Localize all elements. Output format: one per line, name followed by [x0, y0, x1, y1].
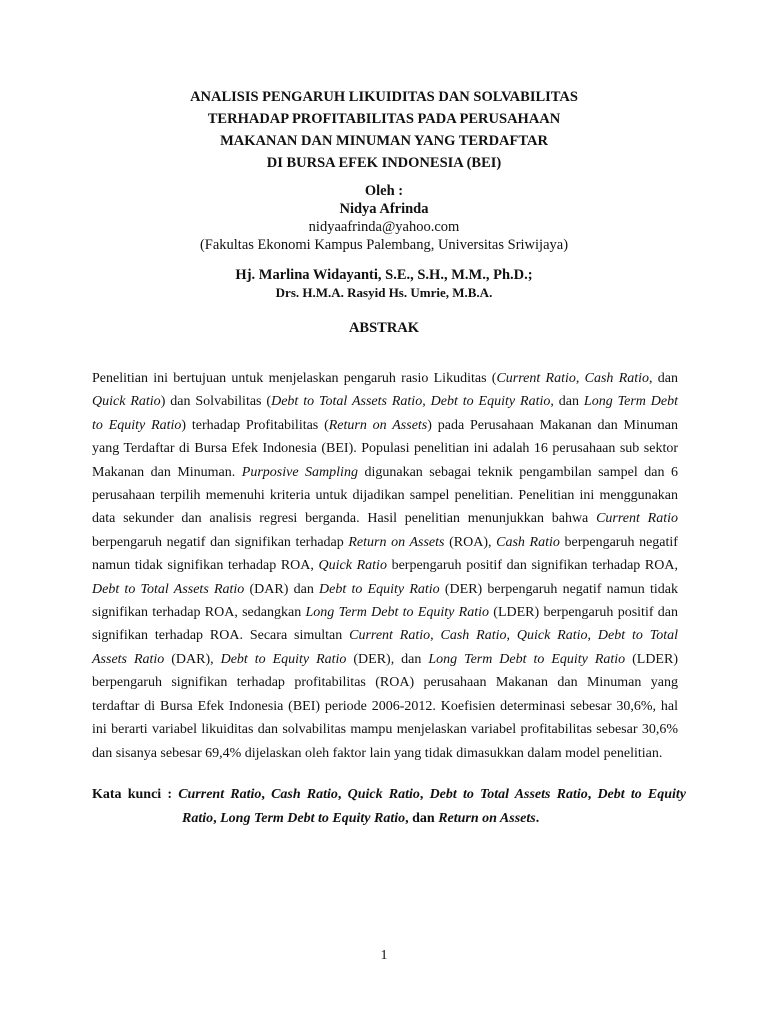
- keyword-segment: ,: [587, 787, 598, 802]
- abstract-text-segment: Quick Ratio: [318, 558, 387, 574]
- abstract-line: [92, 390, 678, 413]
- keywords-label: Kata kunci :: [92, 787, 179, 802]
- author-block: [0, 182, 768, 302]
- abstract-text-segment: berpengaruh negatif: [559, 534, 678, 550]
- abstract-text-segment: data sekunder dan analisis regresi berganda. Hasil penelitian menunjukkan bahwa: [92, 511, 597, 527]
- abstract-text-segment: , dan: [550, 394, 584, 410]
- keyword-segment: Current Ratio: [178, 787, 262, 802]
- keyword-segment: Debt to Equity: [597, 787, 686, 802]
- paper-title: [0, 86, 768, 174]
- abstract-text-segment: Return on Assets: [328, 417, 428, 433]
- abstract-text-segment: ,: [575, 371, 585, 386]
- abstract-text-segment: Debt to Equity Ratio: [319, 581, 440, 597]
- abstract-text-segment: to Equity Ratio: [92, 417, 182, 433]
- abstract-line: [92, 461, 678, 484]
- abstract-text-segment: (DER) berpengaruh negatif namun tidak: [439, 581, 678, 597]
- abstract-text-segment: Long Term Debt: [583, 394, 679, 410]
- abstract-line: [92, 624, 678, 647]
- abstract-line: [92, 648, 678, 671]
- abstract-text-segment: (DER), dan: [346, 651, 429, 667]
- abstract-line: [92, 554, 678, 577]
- keyword-segment: , dan: [405, 811, 439, 826]
- author-name: Nidya Afrinda: [339, 201, 429, 217]
- abstract-text-segment: (DAR) dan: [244, 581, 320, 597]
- abstract-body: [92, 367, 678, 765]
- abstract-line: [92, 601, 678, 624]
- keywords-block: [92, 783, 686, 831]
- abstract-text-segment: Current Ratio: [596, 511, 678, 527]
- abstract-text-segment: Purposive Sampling: [241, 464, 358, 480]
- abstract-text-segment: Long Term Debt to Equity Ratio: [305, 605, 489, 621]
- abstract-text-segment: signifikan terhadap ROA. Secara simultan: [92, 628, 350, 644]
- abstract-text-segment: berpengaruh negatif dan signifikan terhadap: [92, 534, 349, 550]
- abstract-text-segment: ,: [422, 394, 431, 410]
- abstract-line: [92, 437, 678, 460]
- abstract-text-segment: Assets Ratio: [92, 651, 165, 667]
- abstract-text-segment: Makanan dan Minuman.: [92, 464, 242, 480]
- abstract-text-segment: signifikan terhadap ROA, sedangkan: [92, 605, 306, 621]
- title-line-1: ANALISIS PENGARUH LIKUIDITAS DAN SOLVABILITAS: [190, 89, 578, 105]
- abstract-text-segment: Cash Ratio: [584, 371, 650, 386]
- abstract-line: [92, 367, 678, 390]
- abstract-text-segment: dan sisanya sebesar 69,4% dijelaskan oleh faktor lain yang tidak dimasukkan dalam model penelitian.: [92, 745, 663, 761]
- abstract-text-segment: Debt to Total Assets Ratio: [92, 581, 245, 597]
- abstract-text-segment: Debt to Equity Ratio: [220, 651, 347, 667]
- keyword-segment: .: [535, 811, 540, 826]
- title-line-4: DI BURSA EFEK INDONESIA (BEI): [266, 155, 502, 171]
- oleh-label: Oleh :: [364, 183, 404, 199]
- keyword-segment: Ratio: [182, 811, 214, 826]
- abstract-text-segment: namun tidak signifikan terhadap ROA,: [92, 558, 319, 574]
- abstract-line: [92, 578, 678, 601]
- abstract-line: [92, 718, 678, 741]
- keyword-segment: ,: [337, 787, 348, 802]
- abstract-text-segment: ) terhadap Profitabilitas (: [181, 417, 329, 433]
- keyword-segment: ,: [213, 811, 221, 826]
- abstract-text-segment: (LDER) berpengaruh positif dan: [489, 605, 678, 621]
- abstract-text-segment: , dan: [649, 371, 679, 386]
- abstract-text-segment: Long Term Debt to Equity Ratio: [428, 651, 626, 667]
- author-affiliation: (Fakultas Ekonomi Kampus Palembang, Universitas Sriwijaya): [199, 237, 569, 253]
- abstract-line: [92, 414, 678, 437]
- abstract-text-segment: (DAR),: [164, 651, 221, 667]
- keyword-segment: ,: [261, 787, 272, 802]
- supervisor-1: Hj. Marlina Widayanti, S.E., S.H., M.M., Ph.D.;: [235, 267, 533, 283]
- abstract-line: [92, 695, 678, 718]
- abstract-text-segment: Cash Ratio: [440, 628, 507, 644]
- author-email: nidyaafrinda@yahoo.com: [308, 219, 460, 235]
- abstract-text-segment: Debt to Total: [597, 628, 679, 644]
- abstract-text-segment: ,: [587, 628, 598, 644]
- abstract-text-segment: ) dan Solvabilitas (: [160, 394, 272, 410]
- title-line-2: TERHADAP PROFITABILITAS PADA PERUSAHAAN: [207, 111, 561, 127]
- abstract-text-segment: perusahaan terpilih memenuhi kriteria untuk dijadikan sampel penelitian. Penelitian ini menggunakan: [92, 488, 678, 504]
- abstract-text-segment: (ROA),: [444, 534, 497, 550]
- keyword-segment: Return on Assets: [438, 811, 536, 826]
- abstract-text-segment: Current Ratio: [496, 371, 576, 386]
- supervisor-2: Drs. H.M.A. Rasyid Hs. Umrie, M.B.A.: [275, 285, 493, 300]
- abstract-line: [92, 531, 678, 554]
- abstract-text-segment: Current Ratio: [349, 628, 431, 644]
- abstract-text-segment: (LDER): [625, 651, 678, 667]
- abstract-line: [92, 484, 678, 507]
- keyword-segment: Debt to Total Assets Ratio: [429, 787, 588, 802]
- keyword-segment: Quick Ratio: [347, 787, 420, 802]
- abstract-text-segment: Quick Ratio: [516, 628, 588, 644]
- abstract-text-segment: Cash Ratio: [496, 534, 560, 550]
- abstract-line: [92, 742, 678, 765]
- keywords-row-2: [92, 807, 686, 831]
- abstract-text-segment: Debt to Equity Ratio: [430, 394, 551, 410]
- keyword-segment: Cash Ratio: [271, 787, 338, 802]
- keyword-segment: Long Term Debt to Equity Ratio: [220, 811, 406, 826]
- keyword-segment: ,: [419, 787, 430, 802]
- abstract-text-segment: Debt to Total Assets Ratio: [271, 394, 423, 410]
- abstract-text-segment: berpengaruh signifikan terhadap profitabilitas (ROA) perusahaan Makanan dan Minuman yang: [92, 675, 678, 691]
- abstract-text-segment: terdaftar di Bursa Efek Indonesia (BEI) periode 2006-2012. Koefisien determinasi sebesar 30,6%, hal: [92, 698, 678, 714]
- title-line-3: MAKANAN DAN MINUMAN YANG TERDAFTAR: [220, 133, 548, 149]
- abstract-text-segment: ,: [430, 628, 441, 644]
- abstract-text-segment: yang Terdaftar di Bursa Efek Indonesia (BEI). Populasi penelitian ini adalah 16 perusahaan sub sektor: [92, 441, 678, 457]
- abstract-heading: ABSTRAK: [348, 320, 420, 336]
- abstract-text-segment: ) pada Perusahaan Makanan dan Minuman: [427, 417, 678, 433]
- keywords-row-1: [92, 783, 686, 807]
- abstract-text-segment: berpengaruh positif dan signifikan terhadap ROA,: [386, 558, 678, 574]
- abstract-text-segment: Return on Assets: [348, 534, 445, 550]
- abstract-text-segment: ,: [506, 628, 517, 644]
- abstract-text-segment: Quick Ratio: [92, 394, 161, 410]
- abstract-line: [92, 507, 678, 530]
- abstract-text-segment: ini berarti variabel likuiditas dan solvabilitas mampu menjelaskan variabel profitabilitas sebesar 30,6%: [92, 722, 678, 738]
- abstract-text-segment: digunakan sebagai teknik pengambilan sampel dan 6: [357, 464, 678, 480]
- abstract-text-segment: Penelitian ini bertujuan untuk menjelaskan pengaruh rasio Likuditas (: [92, 371, 497, 386]
- page-number: 1: [380, 948, 388, 963]
- abstract-line: [92, 671, 678, 694]
